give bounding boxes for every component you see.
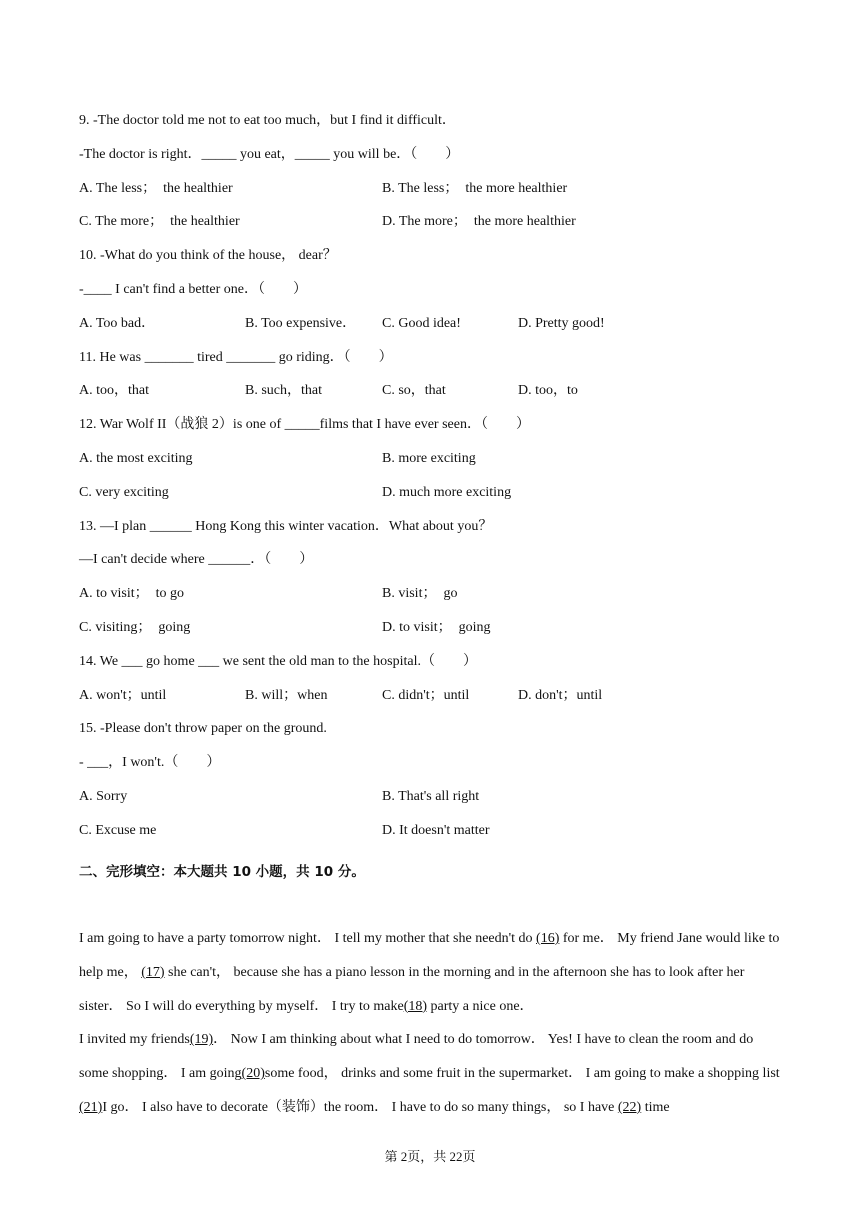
answer-option: D. too，to <box>518 383 578 398</box>
answer-option: C. so，that <box>382 383 446 398</box>
passage-text: she can't， because she has a piano lesson in the morning and in the afternoon she has to look after her sister． So I will do everything by myself． I try to make <box>79 964 745 1014</box>
section-heading: 二、完形填空：本大题共 10 小题，共 10 分。 <box>79 864 365 880</box>
answer-option: B. such，that <box>245 383 322 398</box>
question-stem: 10. -What do you think of the house， dear？ <box>79 248 337 263</box>
blank-number: (21) <box>79 1099 103 1115</box>
passage-paragraph <box>79 1023 785 1124</box>
answer-option: A. the most exciting <box>79 451 193 466</box>
passage-text: I go． I also have to decorate（装饰）the room． I have to do so many things， so I have <box>102 1099 618 1115</box>
answer-option: C. Good idea! <box>382 316 461 331</box>
question-stem: 13. —I plan ______ Hong Kong this winter vacation．What about you？ <box>79 519 493 534</box>
passage-text: I invited my friends <box>79 1032 190 1048</box>
answer-option: D. much more exciting <box>382 485 512 500</box>
question-stem: -____ I can't find a better one．（ ） <box>79 282 308 297</box>
answer-option: B. will；when <box>245 688 328 703</box>
question-stem: 11. He was _______ tired _______ go riding．（ ） <box>79 350 393 365</box>
answer-option: B. That's all right <box>382 789 480 804</box>
answer-option: B. visit； go <box>382 586 458 601</box>
blank-number: (19) <box>189 1032 214 1048</box>
answer-option: A. The less； the healthier <box>79 181 233 196</box>
answer-option: A. to visit； to go <box>79 586 185 601</box>
passage-text: party a nice one． <box>427 998 534 1014</box>
question-stem: —I can't decide where ______．（ ） <box>79 552 314 567</box>
question-stem: - ___，I won't.（ ） <box>79 755 221 770</box>
page-footer: 第 2页，共 22页 <box>384 1149 476 1164</box>
answer-option: C. visiting； going <box>79 620 191 635</box>
passage-text: some food， drinks and some fruit in the supermarket． I am going to make a shopping list <box>264 1066 780 1082</box>
passage-text: ． Now I am thinking about what I need to do tomorrow． Yes! I have to clean the room and do some shopping． I am going <box>79 1032 754 1082</box>
answer-option: D. to visit； going <box>382 620 491 635</box>
passage-text: time <box>641 1099 670 1115</box>
blank-number: (17) <box>141 964 165 980</box>
blank-number: (18) <box>403 998 428 1014</box>
answer-option: A. Too bad． <box>79 316 156 331</box>
question-stem: 12. War Wolf II（战狼 2）is one of _____films that I have ever seen．（ ） <box>79 417 530 432</box>
answer-option: B. Too expensive． <box>245 316 357 331</box>
question-stem: 15. -Please don't throw paper on the ground. <box>79 721 327 736</box>
answer-option: C. The more； the healthier <box>79 214 240 229</box>
blank-number: (22) <box>617 1099 642 1115</box>
answer-option: C. didn't；until <box>382 688 470 703</box>
answer-option: D. Pretty good! <box>518 316 605 331</box>
passage-text: for me． My friend Jane would like to help me， <box>79 931 780 980</box>
blank-number: (20) <box>241 1066 265 1082</box>
question-stem: 14. We ___ go home ___ we sent the old man to the hospital.（ ） <box>79 654 477 669</box>
answer-option: C. Excuse me <box>79 823 157 838</box>
answer-option: D. don't；until <box>518 688 603 703</box>
answer-option: C. very exciting <box>79 485 169 500</box>
passage-text: I am going to have a party tomorrow night． I tell my mother that she needn't do <box>79 931 537 946</box>
answer-option: A. Sorry <box>79 789 128 804</box>
passage-paragraph <box>79 922 785 1023</box>
answer-option: B. The less； the more healthier <box>382 181 568 196</box>
answer-option: B. more exciting <box>382 451 476 466</box>
answer-option: A. won't；until <box>79 688 167 703</box>
blank-number: (16) <box>536 931 560 946</box>
answer-option: A. too，that <box>79 383 149 398</box>
question-stem: -The doctor is right．_____ you eat，_____ you will be．（ ） <box>79 147 460 162</box>
question-stem: 9. -The doctor told me not to eat too much，but I find it difficult． <box>79 113 456 128</box>
answer-option: D. The more； the more healthier <box>382 214 576 229</box>
answer-option: D. It doesn't matter <box>382 823 490 838</box>
